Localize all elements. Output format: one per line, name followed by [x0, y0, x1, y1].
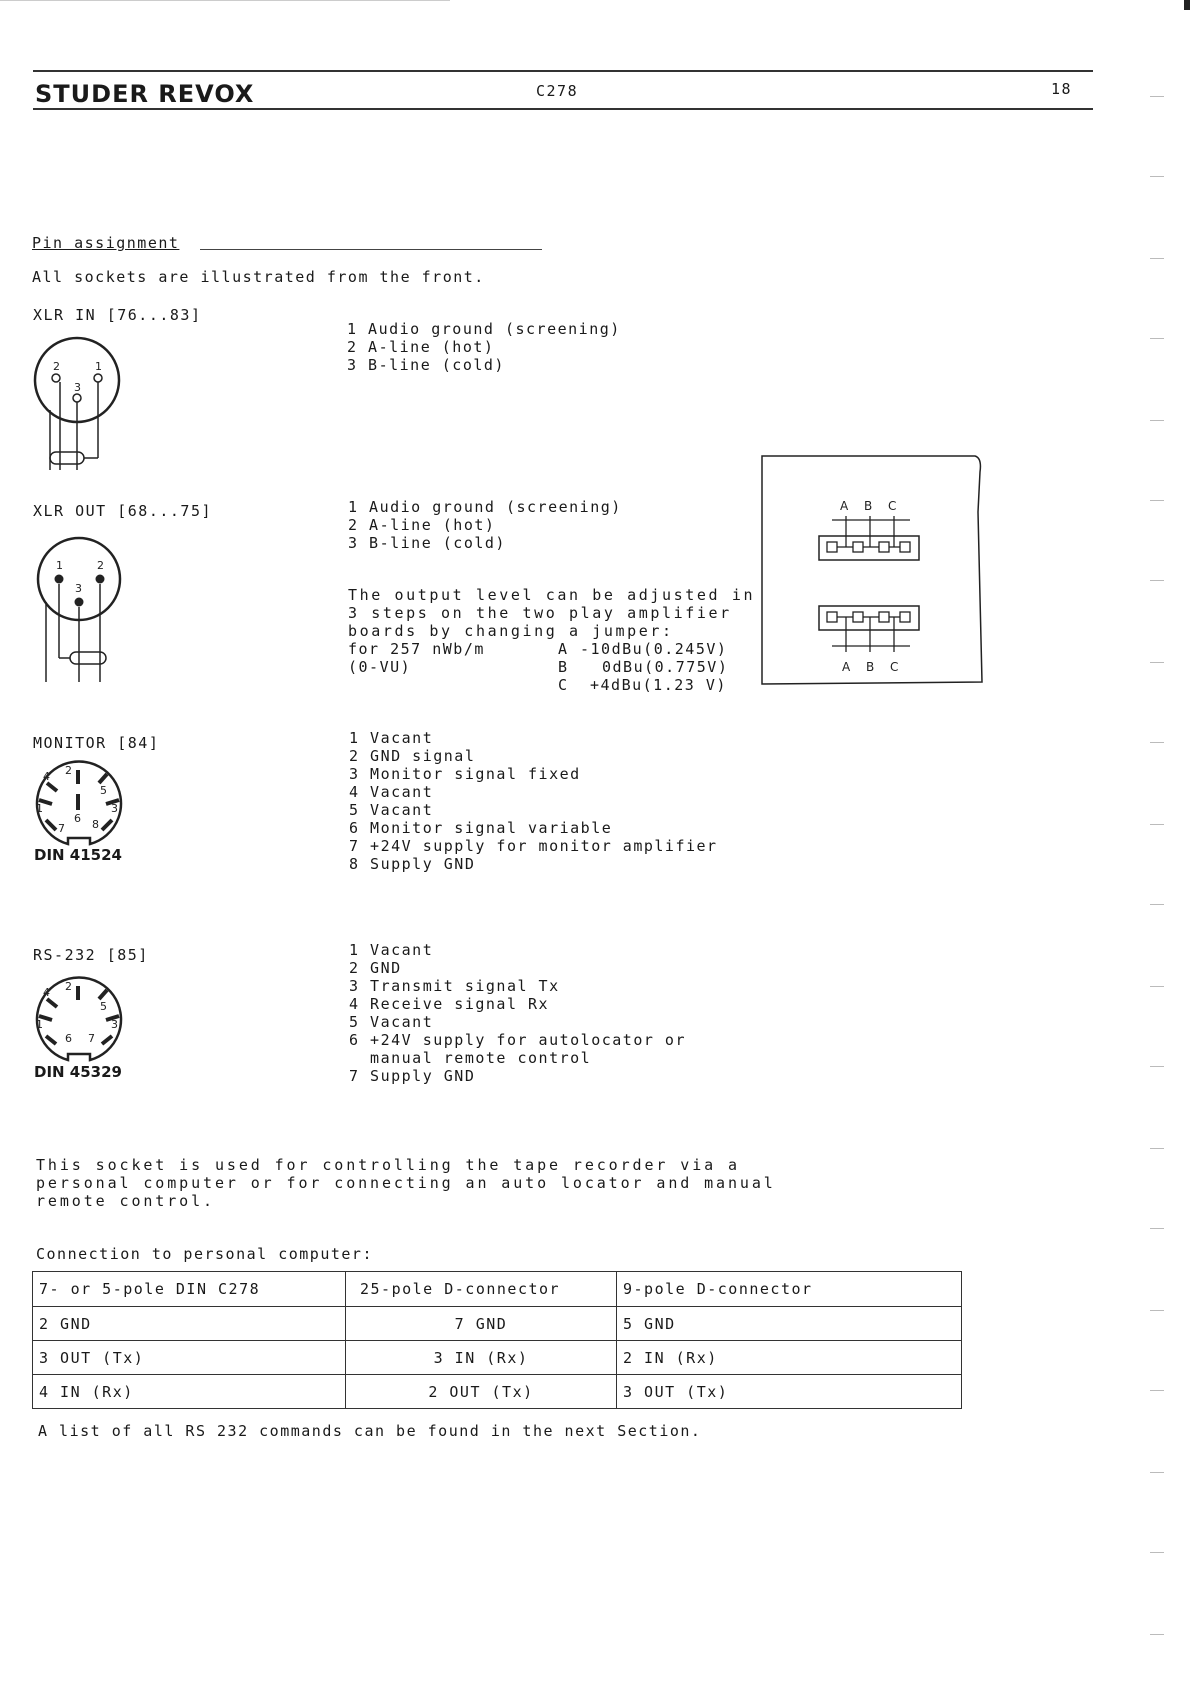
list-item: 3 Transmit signal Tx [349, 977, 560, 995]
table-cell: 5 GND [617, 1307, 962, 1341]
rs232-pin-list [349, 941, 686, 1085]
rs232-pin-label: 2 [65, 980, 72, 993]
brand-logo: STUDER REVOX [35, 80, 255, 108]
xlr-out-pin-label: 3 [75, 582, 82, 595]
monitor-pin-list [349, 729, 718, 873]
header-top-rule [33, 70, 1093, 72]
list-item: 6 Monitor signal variable [349, 819, 613, 837]
rs232-pin-label: 1 [36, 1018, 43, 1031]
xlr-in-pin-label: 1 [95, 360, 102, 373]
monitor-pin-label: 6 [74, 812, 81, 825]
list-item: 1 Audio ground (screening) [348, 498, 622, 516]
xlr-out-pin-label: 1 [56, 559, 63, 572]
margin-mark [1150, 1066, 1164, 1067]
list-item: 1 Vacant [349, 729, 434, 747]
list-item: 6 +24V supply for autolocator or [349, 1031, 686, 1049]
rs232-description [36, 1156, 776, 1210]
level-row-key: B [558, 658, 569, 676]
table-cell: 2 GND [33, 1307, 346, 1341]
jumper-label-b-top: B [864, 499, 873, 513]
monitor-pin-label: 4 [43, 770, 50, 783]
list-item: 2 A-line (hot) [347, 338, 495, 356]
rs232-pin-label: 4 [43, 986, 50, 999]
list-item: 3 B-line (cold) [348, 534, 506, 552]
scan-edge-mark [1184, 0, 1190, 10]
margin-mark [1150, 500, 1164, 501]
rs232-pin-label: 5 [100, 1000, 107, 1013]
margin-mark [1150, 420, 1164, 421]
table-cell: 7 GND [346, 1307, 617, 1341]
xlr-out-label: XLR OUT [68...75] [33, 502, 213, 520]
model-name: C278 [536, 82, 579, 100]
rs232-pin-label: 7 [88, 1032, 95, 1045]
rs232-pin-label: 6 [65, 1032, 72, 1045]
list-item: 4 Vacant [349, 783, 434, 801]
list-item: 7 +24V supply for monitor amplifier [349, 837, 718, 855]
intro-text: All sockets are illustrated from the front. [32, 268, 485, 286]
list-item: 7 Supply GND [349, 1067, 476, 1085]
rs232-din-standard: DIN 45329 [34, 1063, 122, 1081]
margin-mark [1150, 1228, 1164, 1229]
margin-mark [1150, 742, 1164, 743]
level-row-left: for 257 nWb/m [348, 640, 485, 658]
level-row [348, 676, 748, 694]
list-item: 5 Vacant [349, 1013, 434, 1031]
list-item: 5 Vacant [349, 801, 434, 819]
list-item: 4 Receive signal Rx [349, 995, 550, 1013]
note-line: boards by changing a jumper: [348, 622, 674, 640]
jumper-label-a-bottom: A [842, 660, 851, 674]
list-item: 3 B-line (cold) [347, 356, 505, 374]
margin-mark [1150, 1472, 1164, 1473]
list-item: 2 GND signal [349, 747, 476, 765]
xlr-in-pin-label: 3 [74, 381, 81, 394]
scan-top-line [0, 0, 450, 1]
margin-mark [1150, 1552, 1164, 1553]
monitor-din-socket-diagram [32, 756, 128, 852]
table-row [33, 1375, 962, 1409]
list-item: 2 A-line (hot) [348, 516, 496, 534]
table-cell: 3 OUT (Tx) [617, 1375, 962, 1409]
rs232-label: RS-232 [85] [33, 946, 149, 964]
list-item: 8 Supply GND [349, 855, 476, 873]
paragraph-line: This socket is used for controlling the tape recorder via a [36, 1156, 740, 1174]
margin-mark [1150, 96, 1164, 97]
xlr-out-note [348, 586, 755, 640]
connection-title: Connection to personal computer: [36, 1245, 373, 1263]
rs232-pin-label: 3 [111, 1018, 118, 1031]
level-row-value: +4dBu(1.23 V) [590, 676, 727, 694]
level-row-key: C [558, 676, 569, 694]
margin-mark [1150, 580, 1164, 581]
level-row [348, 640, 748, 658]
paragraph-line: remote control. [36, 1192, 215, 1210]
monitor-pin-label: 3 [111, 802, 118, 815]
level-row-left: (0-VU) [348, 658, 412, 676]
header-bottom-rule [33, 108, 1093, 110]
margin-mark [1150, 1310, 1164, 1311]
xlr-in-pin-label: 2 [53, 360, 60, 373]
connection-footer: A list of all RS 232 commands can be found in the next Section. [38, 1422, 702, 1440]
list-item: 3 Monitor signal fixed [349, 765, 581, 783]
level-table [348, 640, 748, 694]
monitor-label: MONITOR [84] [33, 734, 160, 752]
margin-mark [1150, 986, 1164, 987]
margin-mark [1150, 824, 1164, 825]
xlr-in-label: XLR IN [76...83] [33, 306, 202, 324]
list-item: 1 Vacant [349, 941, 434, 959]
list-item: 1 Audio ground (screening) [347, 320, 621, 338]
table-row [33, 1307, 962, 1341]
section-title-text: Pin assignment [32, 234, 180, 252]
note-line: The output level can be adjusted in [348, 586, 756, 604]
monitor-pin-label: 2 [65, 764, 72, 777]
margin-mark [1150, 1634, 1164, 1635]
margin-mark [1150, 258, 1164, 259]
table-cell: 4 IN (Rx) [33, 1375, 346, 1409]
monitor-pin-label: 8 [92, 818, 99, 831]
table-header-cell: 9-pole D-connector [617, 1272, 962, 1307]
list-item: 2 GND [349, 959, 402, 977]
paragraph-line: personal computer or for connecting an auto locator and manual [36, 1174, 776, 1192]
margin-mark [1150, 662, 1164, 663]
level-row-value: -10dBu(0.245V) [580, 640, 728, 658]
table-cell: 2 OUT (Tx) [346, 1375, 617, 1409]
level-row [348, 658, 748, 676]
table-row [33, 1341, 962, 1375]
xlr-in-socket-diagram [30, 330, 130, 475]
table-cell: 3 IN (Rx) [346, 1341, 617, 1375]
note-line: 3 steps on the two play amplifier [348, 604, 732, 622]
rs232-din-socket-diagram [32, 972, 128, 1068]
table-header-cell: 25-pole D-connector [346, 1272, 617, 1307]
xlr-in-pin-list [347, 320, 621, 374]
monitor-pin-label: 1 [36, 802, 43, 815]
margin-mark [1150, 176, 1164, 177]
xlr-out-pin-list [348, 498, 622, 552]
jumper-label-c-bottom: C [890, 660, 899, 674]
jumper-label-c-top: C [888, 499, 897, 513]
monitor-pin-label: 7 [58, 822, 65, 835]
margin-mark [1150, 338, 1164, 339]
page-number: 18 [1051, 80, 1073, 98]
monitor-din-standard: DIN 41524 [34, 846, 122, 864]
section-title [32, 234, 179, 252]
xlr-out-pin-label: 2 [97, 559, 104, 572]
margin-mark [1150, 1390, 1164, 1391]
margin-mark [1150, 1148, 1164, 1149]
xlr-out-socket-diagram [32, 532, 132, 687]
table-header-row [33, 1272, 962, 1307]
section-title-rule [200, 249, 542, 250]
jumper-label-b-bottom: B [866, 660, 875, 674]
table-header-cell: 7- or 5-pole DIN C278 [33, 1272, 346, 1307]
level-row-key: A [558, 640, 569, 658]
margin-mark [1150, 904, 1164, 905]
level-row-value: 0dBu(0.775V) [602, 658, 729, 676]
list-item: manual remote control [349, 1049, 592, 1067]
jumper-diagram [760, 452, 992, 688]
table-cell: 2 IN (Rx) [617, 1341, 962, 1375]
table-cell: 3 OUT (Tx) [33, 1341, 346, 1375]
jumper-label-a-top: A [840, 499, 849, 513]
monitor-pin-label: 5 [100, 784, 107, 797]
connection-table [32, 1271, 962, 1409]
